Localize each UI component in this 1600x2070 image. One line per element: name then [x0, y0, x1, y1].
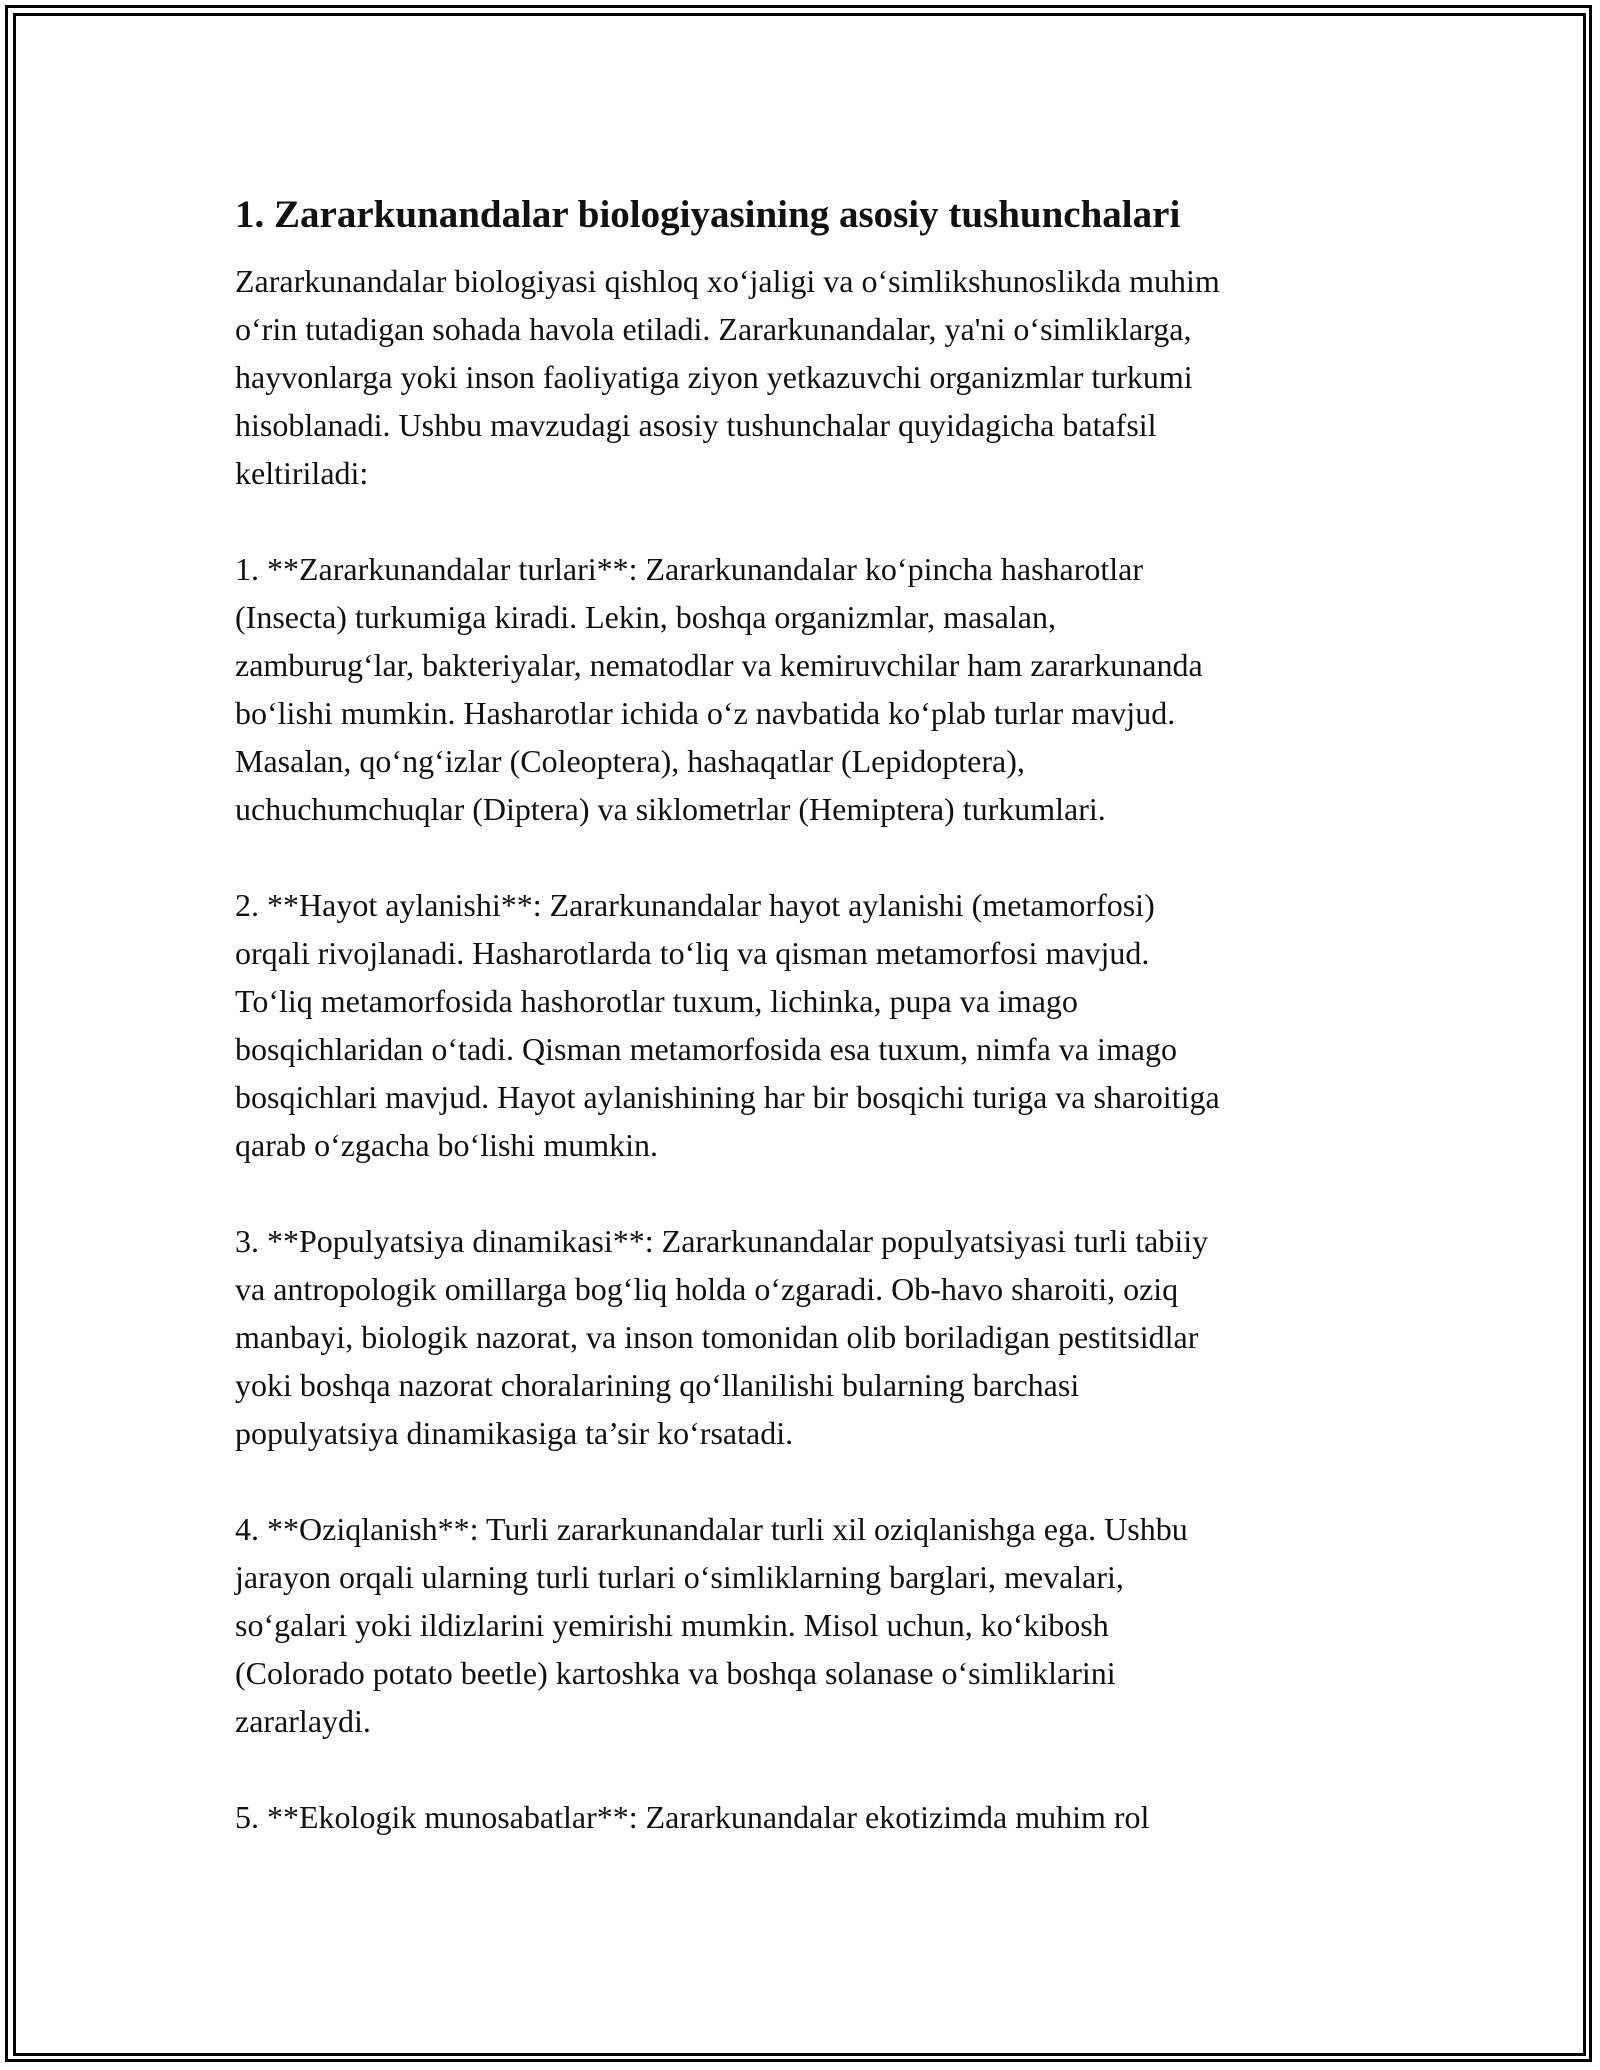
- document-body: [235, 185, 1380, 1889]
- paragraph-feeding: 4. **Oziqlanish**: Turli zararkunandalar turli xil oziqlanishga ega. Ushbu jarayon orqali ularning turli turlari o‘simliklarning barglari, mevalari, so‘galari yoki ildizlarini yemirishi mumkin. Misol uchun, ko‘kibosh (Colorado potato beetle) kartoshka va boshqa solanase o‘simliklarini zararlaydi.: [235, 1511, 1188, 1739]
- paragraph-ecological-relations: 5. **Ekologik munosabatlar**: Zararkunandalar ekotizimda muhim rol: [235, 1799, 1150, 1835]
- paragraph-population-dynamics: 3. **Populyatsiya dinamikasi**: Zararkunandalar populyatsiyasi turli tabiiy va antropologik omillarga bog‘liq holda o‘zgaradi. Ob-havo sharoiti, oziq manbayi, biologik nazorat, va inson tomonidan olib boriladigan pestitsidlar yoki boshqa nazorat choralarining qo‘llanilishi bularning barchasi populyatsiya dinamikasiga ta’sir ko‘rsatadi.: [235, 1223, 1209, 1451]
- paragraph-life-cycle: 2. **Hayot aylanishi**: Zararkunandalar hayot aylanishi (metamorfosi) orqali rivojlanadi. Hasharotlarda to‘liq va qisman metamorfosi mavjud. To‘liq metamorfosida hashorotlar tuxum, lichinka, pupa va imago bosqichlaridan o‘tadi. Qisman metamorfosida esa tuxum, nimfa va imago bosqichlari mavjud. Hayot aylanishining har bir bosqichi turiga va sharoitiga qarab o‘zgacha bo‘lishi mumkin.: [235, 887, 1220, 1163]
- paragraph-list: [235, 257, 1380, 1841]
- section-title: 1. Zararkunandalar biologiyasining asosiy tushunchalari: [235, 193, 1181, 236]
- paragraph-pest-types: 1. **Zararkunandalar turlari**: Zararkunandalar ko‘pincha hasharotlar (Insecta) turkumiga kiradi. Lekin, boshqa organizmlar, masalan, zamburug‘lar, bakteriyalar, nematodlar va kemiruvchilar ham zararkunanda bo‘lishi mumkin. Hasharotlar ichida o‘z navbatida ko‘plab turlar mavjud. Masalan, qo‘ng‘izlar (Coleoptera), hashaqatlar (Lepidoptera), uchuchumchuqlar (Diptera) va siklometrlar (Hemiptera) turkumlari.: [235, 551, 1203, 827]
- intro-paragraph: Zararkunandalar biologiyasi qishloq xo‘jaligi va o‘simlikshunoslikda muhim o‘rin tutadigan sohada havola etiladi. Zararkunandalar, ya'ni o‘simliklarga, hayvonlarga yoki inson faoliyatiga ziyon yetkazuvchi organizmlar turkumi hisoblanadi. Ushbu mavzudagi asosiy tushunchalar quyidagicha batafsil keltiriladi:: [235, 263, 1220, 491]
